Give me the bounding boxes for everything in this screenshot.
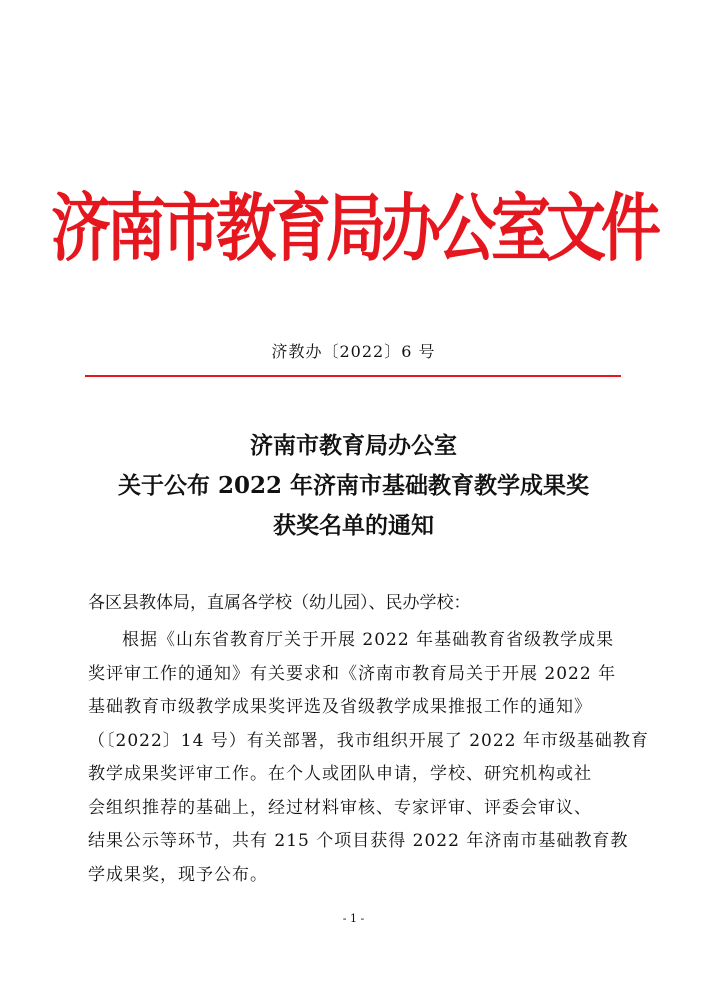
body-paragraph xyxy=(88,624,649,892)
body-line-5: 教学成果奖评审工作。在个人或团队申请，学校、研究机构或社 xyxy=(88,764,592,784)
body-line-1: 根据《山东省教育厅关于开展 2022 年基础教育省级教学成果 xyxy=(122,630,615,650)
body-line-2: 奖评审工作的通知》有关要求和《济南市教育局关于开展 2022 年 xyxy=(88,663,617,684)
document-title xyxy=(0,426,707,546)
red-divider-line xyxy=(85,375,621,377)
page-number: - 1 - xyxy=(342,912,365,925)
masthead-title: 济南市教育局办公室文件 xyxy=(51,186,656,272)
body-line-8: 学成果奖，现予公布。 xyxy=(88,864,268,885)
body-line-3: 基础教育市级教学成果奖评选及省级教学成果推报工作的通知》 xyxy=(88,697,592,717)
title-line-3: 获奖名单的通知 xyxy=(273,512,434,539)
body-line-4: （〔2022〕14 号）有关部署，我市组织开展了 2022 年市级基础教育 xyxy=(88,730,649,751)
body-line-6: 会组织推荐的基础上，经过材料审核、专家评审、评委会审议、 xyxy=(88,797,592,818)
document-number: 济教办〔2022〕6 号 xyxy=(271,342,436,361)
salutation: 各区县教体局，直属各学校（幼儿园）、民办学校： xyxy=(88,593,471,613)
title-line-2: 关于公布 2022 年济南市基础教育教学成果奖 xyxy=(117,472,590,499)
title-line-1: 济南市教育局办公室 xyxy=(250,432,457,459)
body-line-7: 结果公示等环节，共有 215 个项目获得 2022 年济南市基础教育教 xyxy=(88,831,629,851)
